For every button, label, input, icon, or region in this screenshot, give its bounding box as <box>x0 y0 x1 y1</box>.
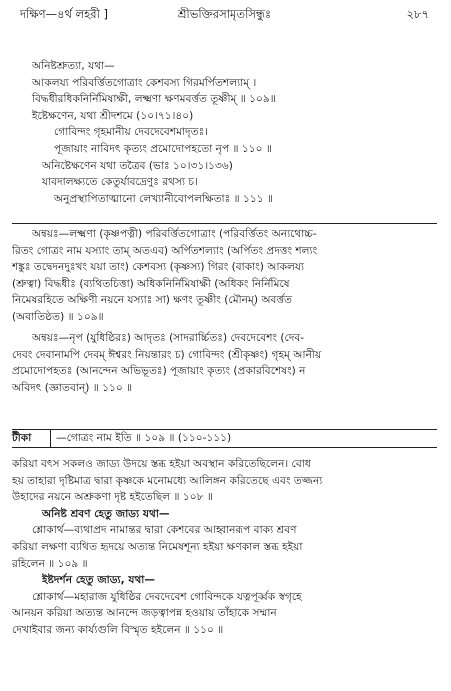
anvaya-line: প্রমোদোপহতঃ (আনন্দেন অভিভূতঃ) পূজায়াং কৃত্যং (প্রকারবিশেষং) ন <box>12 365 306 378</box>
meaning-line: রহিলেন ॥ ১০৯ ॥ <box>12 557 88 570</box>
verse-line: পূজায়াং নাবিদৎ কৃত্যং প্রমোদোপহতো নৃপ ॥ ১১০ ॥ <box>54 142 272 155</box>
verse-line: আকলয্য পরিবর্ত্তিতগোত্রাং কেশবস্য গিরমর্পিতশল্যাম্ । <box>32 76 257 89</box>
commentary-block <box>12 456 437 639</box>
anvaya-line: শঙ্কুঃ তদ্বেদনদুঃখং যয়া তাং) কেশবস্য (কৃষ্ণস্য) গিরং (বাকাং) আকলয্য <box>12 261 305 274</box>
meaning-line: শ্লোকার্থ—মহারাজ যুধিষ্ঠির দেবদেবেশ গোবিন্দকে যত্নপূর্ব্বক স্বগৃহে <box>32 590 302 603</box>
anvaya-line: (অবাতিষ্ঠত) ॥ ১০৯॥ <box>12 310 104 323</box>
verse-heading: অনিষ্টশ্রুত্যা, যথা— <box>32 60 115 72</box>
anvaya-line: অবিদৎ (জ্ঞাতবান্) ॥ ১১০ ॥ <box>12 381 133 394</box>
meaning-line: আনয়ন করিয়া অত্যন্ত আনন্দে জড়ত্বাপন্ন হওয়ায় তাঁহাকে সম্মান <box>12 607 277 620</box>
anvaya-line: অন্বয়ঃ—নৃপ (যুধিষ্ঠিরঃ) আদৃতঃ (সাদরার্চ্চিতঃ) দেবদেবেশং (দেব- <box>32 332 305 344</box>
header-title: শ্রীভক্তিরসামৃতসিন্ধুঃ <box>177 7 272 21</box>
commentary-line: হয় তাহারা দৃষ্টিমাত্র দ্বারা কৃষ্ণকে মনোমধ্যে আলিঙ্গন করিতেছে এবং তজ্জন্য <box>12 474 323 487</box>
verse-line: অনুপ্রস্থাপিতাত্মানো লেখ্যানীবোপলক্ষিতাঃ ॥ ১১১ ॥ <box>54 192 273 205</box>
page-header <box>20 6 429 24</box>
tika-bar <box>12 429 437 448</box>
anvaya-line: নিমেষরহিতে অক্ষিণী নয়নে যস্যাঃ সা) ক্ষণং তূষ্ণীং (মৌনম্) অবর্ত্তত <box>12 294 292 307</box>
meaning-line: শ্লোকার্থ—ব্যথাপ্রদ নামান্তর দ্বারা কেশবের আহ্বানরূপ বাক্য শ্রবণ <box>32 524 297 537</box>
anvaya-line: (শ্রুত্বা) বিদ্ধধীঃ (ব্যথিতচিত্তা) অধিকনির্নিমিষাক্ষী (অধিকং নির্নিমিষে <box>12 277 290 290</box>
tika-divider <box>50 430 51 447</box>
verse-block <box>12 58 437 207</box>
verse-line: বিদ্ধধীরধিকনির্নিমিষাক্ষী, লক্ষ্মণা ক্ষণমবর্ত্তত তূষ্ণীম্ ॥ ১০৯॥ <box>32 93 276 106</box>
verse-line: যাবদালক্ষ্যতে কেতুর্যাবদ্রেণুঃ রথস্য চ। <box>42 176 198 189</box>
verse-source-line: ইষ্টেক্ষণেন, যথা শ্রীদশমে (১০।৭১।৪০) <box>32 109 194 122</box>
section-heading: ইষ্টদর্শন হেতু জাড্য, যথা— <box>42 574 155 587</box>
meaning-line: করিয়া লক্ষণা ব্যথিত হৃদয়ে অত্যন্ত নিমেষশূন্য হইয়া ক্ষণকাল স্তব্ধ হইয়া <box>12 540 303 553</box>
anvaya-line: দেবং দেবানামপি দেবম্ ঈশ্বরং নিয়ন্তারং চ) গোবিন্দং (শ্রীকৃষ্ণং) গৃহম্ আনীয় <box>12 348 322 361</box>
page-number: ২৮৭ <box>406 7 429 21</box>
meaning-line: দেখাইবার জন্য কার্য্যগুলি বিস্মৃত হইলেন ॥ ১১০ ॥ <box>12 623 224 636</box>
anvaya-110 <box>12 330 437 396</box>
verse-line: গোবিন্দং গৃহমানীয় দেবদেবেশমাদৃতঃ। <box>54 126 209 139</box>
header-chapter: দক্ষিণ—৪র্থ লহরী ] <box>20 7 109 21</box>
tika-text: —গোত্রং নাম ইতি ॥ ১০৯ ॥ (১১০-১১১) <box>56 432 232 444</box>
tika-label: টীকা <box>12 432 32 444</box>
section-divider <box>12 223 437 224</box>
anvaya-line: অন্বয়ঃ—লক্ষ্মণা (কৃষ্ণপত্নী) পরিবর্ত্তিতগোত্রাং (পরিবর্ত্তিতং অন্যথোচ্চ- <box>32 228 317 240</box>
verse-source-line: অনিষ্টেক্ষণেন যথা তত্রৈব (ভাঃ ১০।৩১।১৩৬) <box>42 159 233 172</box>
commentary-line: করিয়া বৎস সকলও জাড্য উদয়ে স্তব্ধ হইয়া অবস্থান করিতেছিলেন। বোধ <box>12 458 311 470</box>
anvaya-109 <box>12 226 437 326</box>
section-heading: অনিষ্ট শ্রবণ হেতু জাড্য যথা— <box>42 507 170 520</box>
anvaya-line: রিতং গোত্রং নাম যস্যাং তাম্ অতএব) অর্পিতশল্যাং (অর্পিতং প্রদত্তং শল্যং <box>12 244 318 257</box>
commentary-line: উহাদের নয়নে অশ্রুকণা দৃষ্ট হইতেছিল ॥ ১০৮ ॥ <box>12 491 213 504</box>
